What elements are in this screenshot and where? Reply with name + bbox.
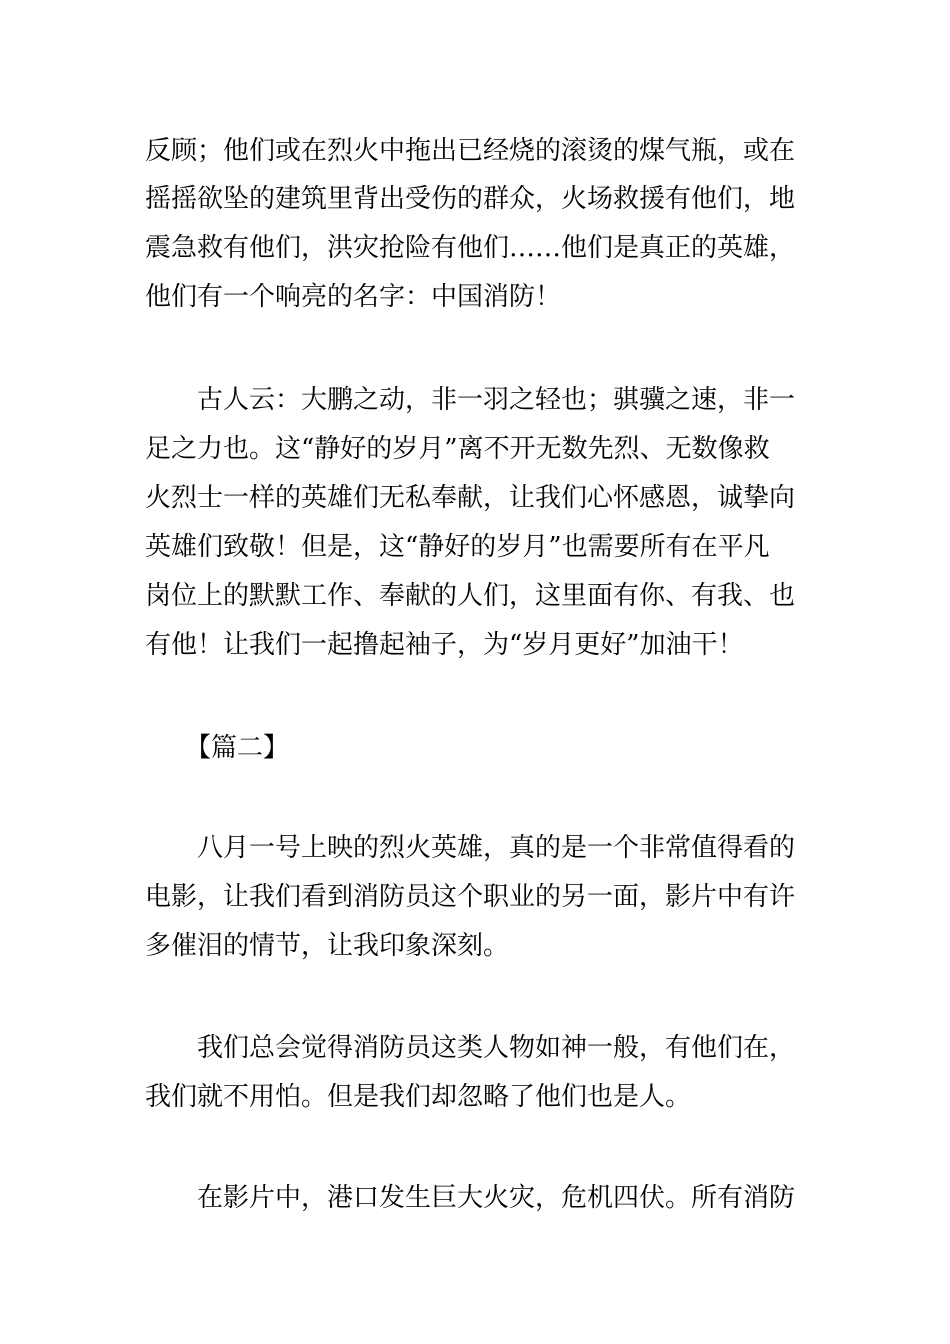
paragraph-2-line-1: 古人云：大鹏之动，非一羽之轻也；骐骥之速，非一 bbox=[197, 385, 796, 415]
section-heading: 【篇二】 bbox=[185, 733, 290, 763]
paragraph-3-line-2: 电影，让我们看到消防员这个职业的另一面，影片中有许 bbox=[145, 882, 796, 912]
paragraph-4-line-2: 我们就不用怕。但是我们却忽略了他们也是人。 bbox=[145, 1082, 692, 1112]
paragraph-2-line-3: 火烈士一样的英雄们无私奉献，让我们心怀感恩，诚挚向 bbox=[145, 483, 796, 513]
paragraph-4-line-1: 我们总会觉得消防员这类人物如神一般，有他们在， bbox=[197, 1033, 796, 1063]
paragraph-1-line-4: 他们有一个响亮的名字：中国消防！ bbox=[145, 282, 562, 312]
paragraph-3-line-3: 多催泪的情节，让我印象深刻。 bbox=[145, 931, 510, 961]
paragraph-3-line-1: 八月一号上映的烈火英雄，真的是一个非常值得看的 bbox=[197, 833, 796, 863]
paragraph-2-line-6: 有他！让我们一起撸起袖子，为“岁月更好”加油干！ bbox=[145, 630, 744, 660]
paragraph-1-line-2: 摇摇欲坠的建筑里背出受伤的群众，火场救援有他们，地 bbox=[145, 184, 796, 214]
paragraph-5-line-1: 在影片中，港口发生巨大火灾，危机四伏。所有消防 bbox=[197, 1183, 796, 1213]
paragraph-2-line-2: 足之力也。这“静好的岁月”离不开无数先烈、无数像救 bbox=[145, 434, 770, 464]
paragraph-2-line-5: 岗位上的默默工作、奉献的人们，这里面有你、有我、也 bbox=[145, 581, 796, 611]
paragraph-2-line-4: 英雄们致敬！但是，这“静好的岁月”也需要所有在平凡 bbox=[145, 532, 770, 562]
paragraph-1-line-3: 震急救有他们，洪灾抢险有他们……他们是真正的英雄， bbox=[145, 233, 796, 263]
paragraph-1-line-1: 反顾；他们或在烈火中拖出已经烧的滚烫的煤气瓶，或在 bbox=[145, 136, 796, 166]
